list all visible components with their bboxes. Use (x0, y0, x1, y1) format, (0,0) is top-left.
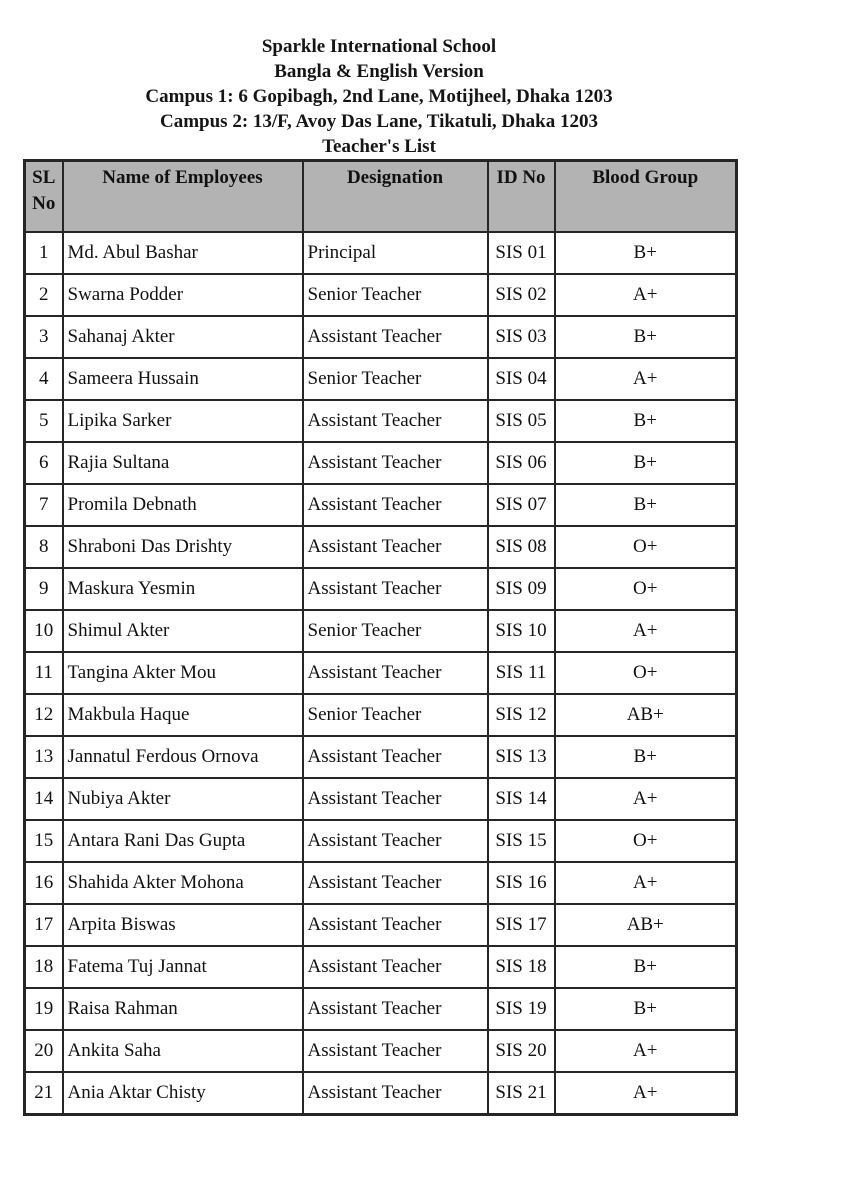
sl-no-cell: 6 (25, 442, 63, 484)
sl-no-cell: 20 (25, 1030, 63, 1072)
blood-group-cell: A+ (555, 610, 737, 652)
designation-cell: Assistant Teacher (303, 736, 488, 778)
document-header (23, 0, 735, 159)
employee-name-cell: Swarna Podder (63, 274, 303, 316)
employee-name-cell: Rajia Sultana (63, 442, 303, 484)
sl-no-cell: 17 (25, 904, 63, 946)
id-no-cell: SIS 13 (488, 736, 555, 778)
designation-cell: Assistant Teacher (303, 820, 488, 862)
sl-no-cell: 11 (25, 652, 63, 694)
designation-cell: Assistant Teacher (303, 862, 488, 904)
blood-group-cell: A+ (555, 274, 737, 316)
table-body (25, 232, 737, 1115)
employee-name-cell: Makbula Haque (63, 694, 303, 736)
designation-cell: Assistant Teacher (303, 946, 488, 988)
id-no-cell: SIS 10 (488, 610, 555, 652)
blood-group-cell: A+ (555, 778, 737, 820)
blood-group-cell: B+ (555, 232, 737, 274)
sl-no-cell: 7 (25, 484, 63, 526)
id-no-cell: SIS 20 (488, 1030, 555, 1072)
designation-cell: Senior Teacher (303, 358, 488, 400)
table-row (25, 484, 737, 526)
employee-name-cell: Ania Aktar Chisty (63, 1072, 303, 1115)
id-no-cell: SIS 16 (488, 862, 555, 904)
id-no-cell: SIS 21 (488, 1072, 555, 1115)
designation-cell: Senior Teacher (303, 274, 488, 316)
blood-group-cell: A+ (555, 358, 737, 400)
employee-name-cell: Fatema Tuj Jannat (63, 946, 303, 988)
column-header-sl-no: SL No (25, 161, 63, 233)
employee-name-cell: Tangina Akter Mou (63, 652, 303, 694)
teachers-table (23, 159, 738, 1116)
designation-cell: Assistant Teacher (303, 526, 488, 568)
employee-name-cell: Arpita Biswas (63, 904, 303, 946)
id-no-cell: SIS 11 (488, 652, 555, 694)
id-no-cell: SIS 15 (488, 820, 555, 862)
blood-group-cell: B+ (555, 316, 737, 358)
employee-name-cell: Shimul Akter (63, 610, 303, 652)
table-row (25, 568, 737, 610)
designation-cell: Assistant Teacher (303, 778, 488, 820)
designation-cell: Assistant Teacher (303, 442, 488, 484)
table-row (25, 232, 737, 274)
id-no-cell: SIS 09 (488, 568, 555, 610)
sl-no-cell: 15 (25, 820, 63, 862)
designation-cell: Assistant Teacher (303, 400, 488, 442)
table-row (25, 778, 737, 820)
id-no-cell: SIS 18 (488, 946, 555, 988)
table-row (25, 820, 737, 862)
blood-group-cell: O+ (555, 652, 737, 694)
id-no-cell: SIS 19 (488, 988, 555, 1030)
column-header-id-no: ID No (488, 161, 555, 233)
blood-group-cell: A+ (555, 1072, 737, 1115)
campus2-line: Campus 2: 13/F, Avoy Das Lane, Tikatuli, Dhaka 1203 (160, 111, 598, 132)
blood-group-cell: A+ (555, 1030, 737, 1072)
id-no-cell: SIS 01 (488, 232, 555, 274)
version-line: Bangla & English Version (274, 61, 484, 82)
id-no-cell: SIS 07 (488, 484, 555, 526)
id-no-cell: SIS 03 (488, 316, 555, 358)
blood-group-cell: AB+ (555, 904, 737, 946)
employee-name-cell: Raisa Rahman (63, 988, 303, 1030)
list-title: Teacher's List (322, 136, 436, 157)
sl-no-cell: 2 (25, 274, 63, 316)
blood-group-cell: B+ (555, 442, 737, 484)
sl-no-cell: 1 (25, 232, 63, 274)
sl-no-cell: 5 (25, 400, 63, 442)
id-no-cell: SIS 05 (488, 400, 555, 442)
blood-group-cell: O+ (555, 526, 737, 568)
blood-group-cell: B+ (555, 400, 737, 442)
column-header-blood-group: Blood Group (555, 161, 737, 233)
designation-cell: Assistant Teacher (303, 316, 488, 358)
column-header-designation: Designation (303, 161, 488, 233)
sl-no-cell: 4 (25, 358, 63, 400)
blood-group-cell: AB+ (555, 694, 737, 736)
designation-cell: Assistant Teacher (303, 484, 488, 526)
table-row (25, 736, 737, 778)
blood-group-cell: O+ (555, 820, 737, 862)
table-row (25, 904, 737, 946)
sl-no-cell: 13 (25, 736, 63, 778)
designation-cell: Principal (303, 232, 488, 274)
sl-no-cell: 21 (25, 1072, 63, 1115)
table-row (25, 316, 737, 358)
table-row (25, 526, 737, 568)
blood-group-cell: A+ (555, 862, 737, 904)
employee-name-cell: Maskura Yesmin (63, 568, 303, 610)
designation-cell: Assistant Teacher (303, 1072, 488, 1115)
column-header-name: Name of Employees (63, 161, 303, 233)
table-row (25, 610, 737, 652)
employee-name-cell: Shahida Akter Mohona (63, 862, 303, 904)
sl-no-cell: 14 (25, 778, 63, 820)
blood-group-cell: B+ (555, 484, 737, 526)
blood-group-cell: B+ (555, 946, 737, 988)
designation-cell: Assistant Teacher (303, 904, 488, 946)
sl-no-cell: 8 (25, 526, 63, 568)
table-row (25, 862, 737, 904)
table-row (25, 1030, 737, 1072)
table-header-row (25, 161, 737, 233)
designation-cell: Assistant Teacher (303, 1030, 488, 1072)
id-no-cell: SIS 06 (488, 442, 555, 484)
sl-no-cell: 18 (25, 946, 63, 988)
table-row (25, 442, 737, 484)
sl-no-cell: 19 (25, 988, 63, 1030)
employee-name-cell: Ankita Saha (63, 1030, 303, 1072)
table-row (25, 358, 737, 400)
designation-cell: Senior Teacher (303, 610, 488, 652)
employee-name-cell: Promila Debnath (63, 484, 303, 526)
designation-cell: Assistant Teacher (303, 652, 488, 694)
id-no-cell: SIS 17 (488, 904, 555, 946)
employee-name-cell: Sameera Hussain (63, 358, 303, 400)
table-row (25, 274, 737, 316)
blood-group-cell: B+ (555, 988, 737, 1030)
sl-no-cell: 3 (25, 316, 63, 358)
id-no-cell: SIS 04 (488, 358, 555, 400)
table-row (25, 694, 737, 736)
sl-no-cell: 12 (25, 694, 63, 736)
employee-name-cell: Sahanaj Akter (63, 316, 303, 358)
designation-cell: Assistant Teacher (303, 568, 488, 610)
employee-name-cell: Nubiya Akter (63, 778, 303, 820)
table-row (25, 988, 737, 1030)
table-row (25, 1072, 737, 1115)
sl-no-cell: 16 (25, 862, 63, 904)
employee-name-cell: Shraboni Das Drishty (63, 526, 303, 568)
table-row (25, 946, 737, 988)
employee-name-cell: Md. Abul Bashar (63, 232, 303, 274)
school-name: Sparkle International School (261, 36, 497, 57)
id-no-cell: SIS 12 (488, 694, 555, 736)
id-no-cell: SIS 08 (488, 526, 555, 568)
id-no-cell: SIS 14 (488, 778, 555, 820)
blood-group-cell: B+ (555, 736, 737, 778)
table-row (25, 400, 737, 442)
sl-no-cell: 9 (25, 568, 63, 610)
table-row (25, 652, 737, 694)
campus1-line: Campus 1: 6 Gopibagh, 2nd Lane, Motijheel, Dhaka 1203 (145, 86, 613, 107)
designation-cell: Assistant Teacher (303, 988, 488, 1030)
blood-group-cell: O+ (555, 568, 737, 610)
employee-name-cell: Jannatul Ferdous Ornova (63, 736, 303, 778)
designation-cell: Senior Teacher (303, 694, 488, 736)
employee-name-cell: Lipika Sarker (63, 400, 303, 442)
employee-name-cell: Antara Rani Das Gupta (63, 820, 303, 862)
id-no-cell: SIS 02 (488, 274, 555, 316)
sl-no-cell: 10 (25, 610, 63, 652)
